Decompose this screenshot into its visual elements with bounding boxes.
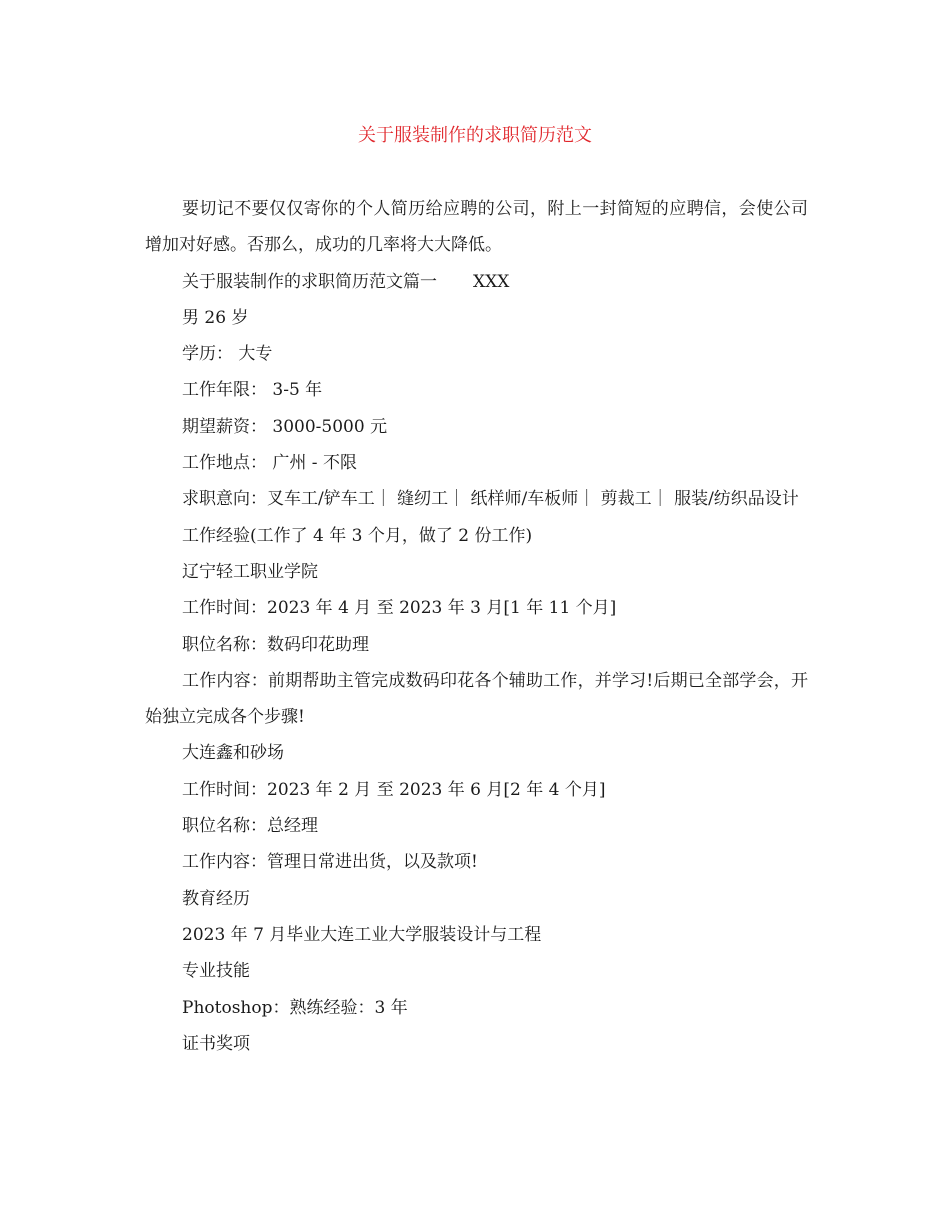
certificates-heading: 证书奖项	[182, 1033, 250, 1054]
gender-age: 男 26 岁	[182, 307, 249, 328]
document-title: 关于服装制作的求职简历范文	[358, 125, 592, 146]
education-entry: 2023 年 7 月毕业大连工业大学服装设计与工程	[182, 924, 542, 945]
job-period: 工作时间：2023 年 4 月 至 2023 年 3 月[1 年 11 个月]	[182, 598, 617, 619]
job-position: 职位名称：数码印花助理	[182, 634, 369, 655]
skill-entry: Photoshop：熟练经验：3 年	[182, 997, 408, 1018]
section-heading: 关于服装制作的求职简历范文篇一	[182, 271, 437, 292]
job-company: 大连鑫和砂场	[182, 743, 284, 764]
work-location: 工作地点： 广州 - 不限	[182, 453, 357, 474]
candidate-name: XXX	[473, 271, 510, 292]
job-company: 辽宁轻工职业学院	[182, 561, 318, 582]
work-years: 工作年限： 3-5 年	[182, 380, 323, 401]
job-intention: 求职意向：叉车工/铲车工｜ 缝纫工｜ 纸样师/车板师｜ 剪裁工｜ 服装/纺织品设计	[182, 489, 799, 510]
job-period: 工作时间：2023 年 2 月 至 2023 年 6 月[2 年 4 个月]	[182, 779, 606, 800]
skills-heading: 专业技能	[182, 961, 250, 982]
section-heading-line	[145, 264, 808, 300]
experience-summary: 工作经验(工作了 4 年 3 个月，做了 2 份工作)	[182, 525, 533, 546]
education-level: 学历： 大专	[182, 344, 273, 365]
document-body	[145, 191, 808, 1062]
education-heading: 教育经历	[182, 888, 250, 909]
job-position: 职位名称：总经理	[182, 816, 318, 837]
expected-salary: 期望薪资： 3000-5000 元	[182, 416, 388, 437]
job-content: 工作内容：管理日常进出货，以及款项!	[182, 852, 478, 873]
job-content: 工作内容：前期帮助主管完成数码印花各个辅助工作，并学习!后期已全部学会，开始独立完成各个步骤!	[145, 670, 808, 728]
intro-paragraph: 要切记不要仅仅寄你的个人简历给应聘的公司，附上一封简短的应聘信，会使公司增加对好感。否那么，成功的几率将大大降低。	[145, 199, 808, 256]
